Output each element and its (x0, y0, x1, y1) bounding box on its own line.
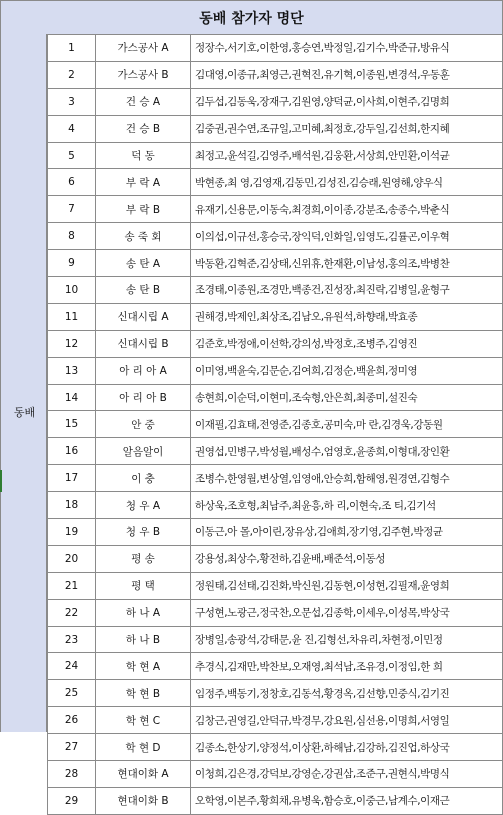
member-list[interactable]: 권해경,박제인,최상조,김남오,유원석,하향래,박효종 (191, 303, 503, 330)
team-name[interactable]: 학 현 C (96, 707, 191, 734)
row-number[interactable]: 11 (48, 303, 96, 330)
table-row (48, 35, 503, 62)
table-row (48, 277, 503, 304)
member-list[interactable]: 김두섭,김동욱,장재구,김원영,양덕균,이사희,이현주,김명희 (191, 88, 503, 115)
team-name[interactable]: 평 송 (96, 545, 191, 572)
row-number[interactable]: 4 (48, 115, 96, 142)
table-row (48, 250, 503, 277)
member-list[interactable]: 김창근,권영길,안덕규,박경무,강요원,심선용,이명희,서영일 (191, 707, 503, 734)
member-list[interactable]: 조경태,이종원,조경만,백종건,진성장,최진락,김병일,윤형구 (191, 277, 503, 304)
table-row (48, 626, 503, 653)
member-list[interactable]: 김중권,권수연,조규일,고미혜,최정호,강두일,김선희,한지혜 (191, 115, 503, 142)
team-name[interactable]: 송 탄 B (96, 277, 191, 304)
row-number[interactable]: 10 (48, 277, 96, 304)
member-list[interactable]: 오학영,이본주,황희채,유병욱,함승호,이중근,남계수,이재근 (191, 787, 503, 814)
table-row (48, 599, 503, 626)
team-name[interactable]: 송 탄 A (96, 250, 191, 277)
table-row (48, 707, 503, 734)
member-list[interactable]: 하상욱,조호형,최남주,최윤흥,하 리,이현숙,조 티,김기석 (191, 492, 503, 519)
member-list[interactable]: 최정고,윤석길,김영주,배석원,김웅환,서상희,안민환,이석균 (191, 142, 503, 169)
group-column (0, 34, 47, 732)
row-number[interactable]: 9 (48, 250, 96, 277)
roster-table (47, 34, 503, 815)
table-row (48, 223, 503, 250)
row-number[interactable]: 15 (48, 411, 96, 438)
member-list[interactable]: 유재기,신용문,이동숙,최경희,이이종,강분조,송종수,박춘식 (191, 196, 503, 223)
row-number[interactable]: 17 (48, 465, 96, 492)
team-name[interactable]: 청 우 A (96, 492, 191, 519)
member-list[interactable]: 김대영,이종규,최영근,권혁진,유기혁,이종원,변경석,우동훈 (191, 61, 503, 88)
row-number[interactable]: 22 (48, 599, 96, 626)
team-name[interactable]: 이 충 (96, 465, 191, 492)
row-number[interactable]: 21 (48, 572, 96, 599)
member-list[interactable]: 송현희,이순덕,이현미,조숙형,안은희,최종미,설진숙 (191, 384, 503, 411)
table-row (48, 465, 503, 492)
row-number[interactable]: 14 (48, 384, 96, 411)
row-number[interactable]: 26 (48, 707, 96, 734)
row-number[interactable]: 12 (48, 330, 96, 357)
member-list[interactable]: 박현종,최 영,김영재,김동민,김성진,김승래,원영해,양우식 (191, 169, 503, 196)
table-row (48, 411, 503, 438)
table-row (48, 384, 503, 411)
member-list[interactable]: 추경식,김재만,박찬보,오재영,최석남,조유경,이정임,한 희 (191, 653, 503, 680)
row-number[interactable]: 29 (48, 787, 96, 814)
team-name[interactable]: 아 리 아 B (96, 384, 191, 411)
row-number[interactable]: 1 (48, 35, 96, 62)
member-list[interactable]: 이청희,김은경,강덕보,강영순,강권삼,조준구,권현식,박명식 (191, 761, 503, 788)
row-number[interactable]: 28 (48, 761, 96, 788)
team-name[interactable]: 하 나 B (96, 626, 191, 653)
team-name[interactable]: 부 락 A (96, 169, 191, 196)
member-list[interactable]: 장병일,송광석,강태문,윤 진,김형선,차유리,차현정,이민정 (191, 626, 503, 653)
table-row (48, 357, 503, 384)
member-list[interactable]: 이동근,아 몰,아이린,장유상,김애희,장기영,김주현,박정균 (191, 519, 503, 546)
cell-edge-marker (0, 470, 2, 492)
team-name[interactable]: 안 중 (96, 411, 191, 438)
row-number[interactable]: 19 (48, 519, 96, 546)
table-row (48, 653, 503, 680)
row-number[interactable]: 5 (48, 142, 96, 169)
team-name[interactable]: 학 현 D (96, 734, 191, 761)
team-name[interactable]: 덕 동 (96, 142, 191, 169)
team-name[interactable]: 현대이화 B (96, 787, 191, 814)
table-row (48, 61, 503, 88)
table-row (48, 88, 503, 115)
row-number[interactable]: 25 (48, 680, 96, 707)
table-row (48, 761, 503, 788)
table-row (48, 492, 503, 519)
table-row (48, 115, 503, 142)
row-number[interactable]: 24 (48, 653, 96, 680)
team-name[interactable]: 건 승 B (96, 115, 191, 142)
member-list[interactable]: 강용성,최상수,황전하,김윤배,배준석,이동성 (191, 545, 503, 572)
table-row (48, 572, 503, 599)
team-name[interactable]: 송 죽 회 (96, 223, 191, 250)
row-number[interactable]: 8 (48, 223, 96, 250)
row-number[interactable]: 27 (48, 734, 96, 761)
team-name[interactable]: 알음알이 (96, 438, 191, 465)
member-list[interactable]: 박동환,김혁준,김상태,신위휴,한재환,이남성,홍의조,박병찬 (191, 250, 503, 277)
team-name[interactable]: 건 승 A (96, 88, 191, 115)
team-name[interactable]: 학 현 B (96, 680, 191, 707)
team-name[interactable]: 평 택 (96, 572, 191, 599)
row-number[interactable]: 3 (48, 88, 96, 115)
team-name[interactable]: 가스공사 B (96, 61, 191, 88)
member-list[interactable]: 김준호,박정애,이선학,강의성,박정호,조병주,김영진 (191, 330, 503, 357)
group-label: 동배 (13, 406, 36, 419)
table-row (48, 545, 503, 572)
row-number[interactable]: 2 (48, 61, 96, 88)
row-number[interactable]: 16 (48, 438, 96, 465)
member-list[interactable]: 구성현,노광근,정국찬,오문섭,김종학,이세우,이성목,박상국 (191, 599, 503, 626)
team-name[interactable]: 아 리 아 A (96, 357, 191, 384)
team-name[interactable]: 하 나 A (96, 599, 191, 626)
member-list[interactable]: 조병수,한영월,변상열,임영애,안승희,함해영,원경연,김형수 (191, 465, 503, 492)
table-row (48, 787, 503, 814)
member-list[interactable]: 정원태,김선태,김진화,박신원,김동현,이성현,김필재,윤영희 (191, 572, 503, 599)
team-name[interactable]: 신대시립 B (96, 330, 191, 357)
row-number[interactable]: 23 (48, 626, 96, 653)
row-number[interactable]: 7 (48, 196, 96, 223)
team-name[interactable]: 신대시립 A (96, 303, 191, 330)
row-number[interactable]: 18 (48, 492, 96, 519)
row-number[interactable]: 20 (48, 545, 96, 572)
member-list[interactable]: 임정주,백동기,정창호,김동석,황경옥,김선향,민중식,김기진 (191, 680, 503, 707)
member-list[interactable]: 정장수,서기호,이한영,홍승연,박정일,김기수,박준규,방유식 (191, 35, 503, 62)
table-row (48, 142, 503, 169)
table-row (48, 303, 503, 330)
member-list[interactable]: 이재필,김효태,전영준,김종호,공미숙,마 란,김경욱,강동원 (191, 411, 503, 438)
member-list[interactable]: 김종소,한상기,양정석,이상환,하해남,김강하,김진업,하상국 (191, 734, 503, 761)
table-row (48, 169, 503, 196)
team-name[interactable]: 부 락 B (96, 196, 191, 223)
team-name[interactable]: 현대이화 A (96, 761, 191, 788)
table-row (48, 196, 503, 223)
row-number[interactable]: 6 (48, 169, 96, 196)
table-row (48, 438, 503, 465)
table-row (48, 519, 503, 546)
table-row (48, 680, 503, 707)
table-row (48, 734, 503, 761)
member-list[interactable]: 권영섭,민병구,박성월,배성수,엄영호,윤종희,이형대,장인환 (191, 438, 503, 465)
member-list[interactable]: 이미영,백윤숙,김문순,김여희,김정순,백윤희,정미영 (191, 357, 503, 384)
team-name[interactable]: 가스공사 A (96, 35, 191, 62)
table-row (48, 330, 503, 357)
member-list[interactable]: 이의섭,이규선,홍승국,장익덕,인화일,임영도,김률곤,이우혁 (191, 223, 503, 250)
roster-title: 동배 참가자 명단 (0, 0, 503, 35)
row-number[interactable]: 13 (48, 357, 96, 384)
team-name[interactable]: 학 현 A (96, 653, 191, 680)
team-name[interactable]: 청 우 B (96, 519, 191, 546)
